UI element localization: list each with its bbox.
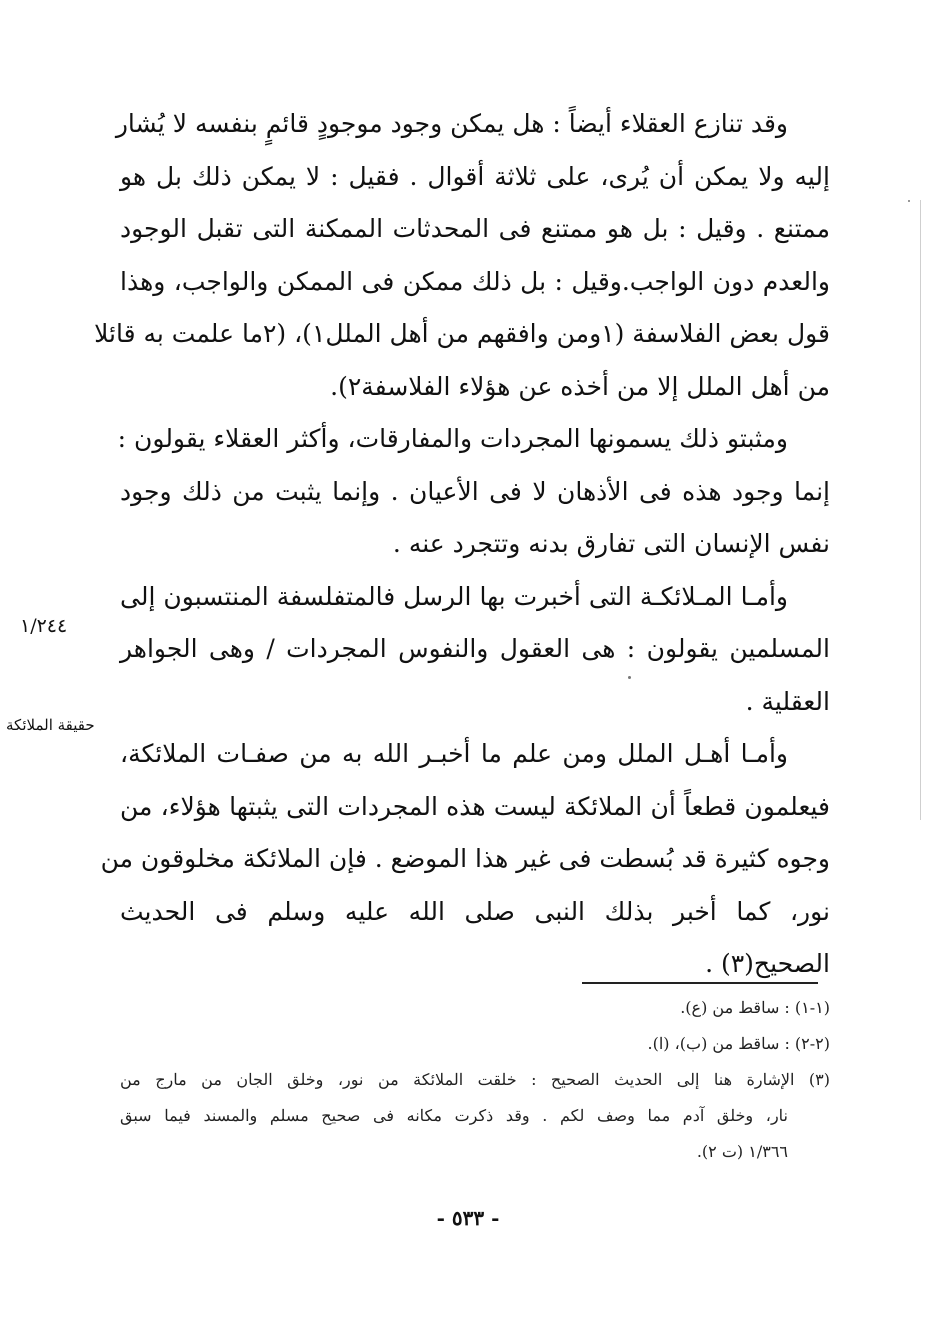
text-line: نفس الإنسان التى تفارق بدنه وتتجرد عنه .: [392, 529, 830, 558]
text-line: فيعلمون قطعاً أن الملائكة ليست هذه المجردات التى يثبتها هؤلاء، من: [120, 791, 830, 821]
text-line: وأمـا أهـل الملل ومن علم ما أخبـر الله به من صفـات الملائكة،: [120, 739, 788, 768]
text-line: والعدم دون الواجب.وقيل : بل ذلك ممكن فى الممكن والواجب، وهذا: [120, 266, 830, 296]
scan-speck: [628, 676, 631, 679]
text-line: الصحيح(٣) .: [705, 949, 830, 978]
footnote: نار، وخلق آدم مما وصف لكم . وقد ذكرت مكانه فى صحيح مسلم والمسند فيما سبق: [120, 1106, 788, 1125]
footnote: (٣) الإشارة هنا إلى الحديث الصحيح : خلقت الملائكة من نور، وخلق الجان من مارج من: [120, 1070, 830, 1089]
scan-edge-shadow: [920, 200, 921, 820]
text-line: إنما وجود هذه فى الأذهان لا فى الأعيان . وإنما يثبت من ذلك وجود: [120, 476, 830, 506]
scan-speck: [908, 200, 910, 202]
text-line: العقلية .: [745, 686, 830, 716]
footnote: (١-١) : ساقط من (ع).: [680, 998, 830, 1017]
text-line: وقد تنازع العقلاء أيضاً : هل يمكن وجود موجودٍ قائمٍ بنفسه لا يُشار: [115, 109, 788, 138]
page-number: - ٥٣٣ -: [436, 1206, 500, 1230]
text-line: وأمـا المـلائكـة التى أخبرت بها الرسل فالمتفلسفة المنتسبون إلى: [120, 581, 788, 611]
volume-page-marker: ١/٢٤٤: [20, 615, 68, 637]
footnote-separator: [582, 982, 818, 984]
text-line: ممتنع . وقيل : بل هو ممتنع فى المحدثات الممكنة التى تقبل الوجود: [120, 214, 830, 243]
topic-margin-note: حقيقة الملائكة: [6, 716, 95, 734]
footnotes: [120, 990, 830, 1170]
text-line: المسلمين يقولون : هى العقول والنفوس المجردات / وهى الجواهر: [120, 634, 830, 663]
text-line: من أهل الملل إلا من أخذه عن هؤلاء الفلاسفة٢).: [330, 371, 830, 401]
text-line: قول بعض الفلاسفة (١ومن وافقهم من أهل الملل١)، (٢ما علمت به قائلا: [94, 319, 830, 348]
text-line: وجوه كثيرة قد بُسطت فى غير هذا الموضع . فإن الملائكة مخلوقون من: [100, 844, 830, 873]
text-line: ومثبتو ذلك يسمونها المجردات والمفارقات، وأكثر العقلاء يقولون :: [117, 424, 788, 453]
footnote: (٢-٢) : ساقط من (ب)، (ا).: [647, 1034, 830, 1053]
text-line: إليه ولا يمكن أن يُرى، على ثلاثة أقوال . فقيل : لا يمكن ذلك بل هو: [120, 161, 830, 191]
main-text: [94, 98, 830, 991]
footnote: ١/٣٦٦ (ت ٢).: [696, 1142, 788, 1161]
text-line: نور، كما أخبر بذلك النبى صلى الله عليه وسلم فى الحديث: [120, 896, 830, 926]
